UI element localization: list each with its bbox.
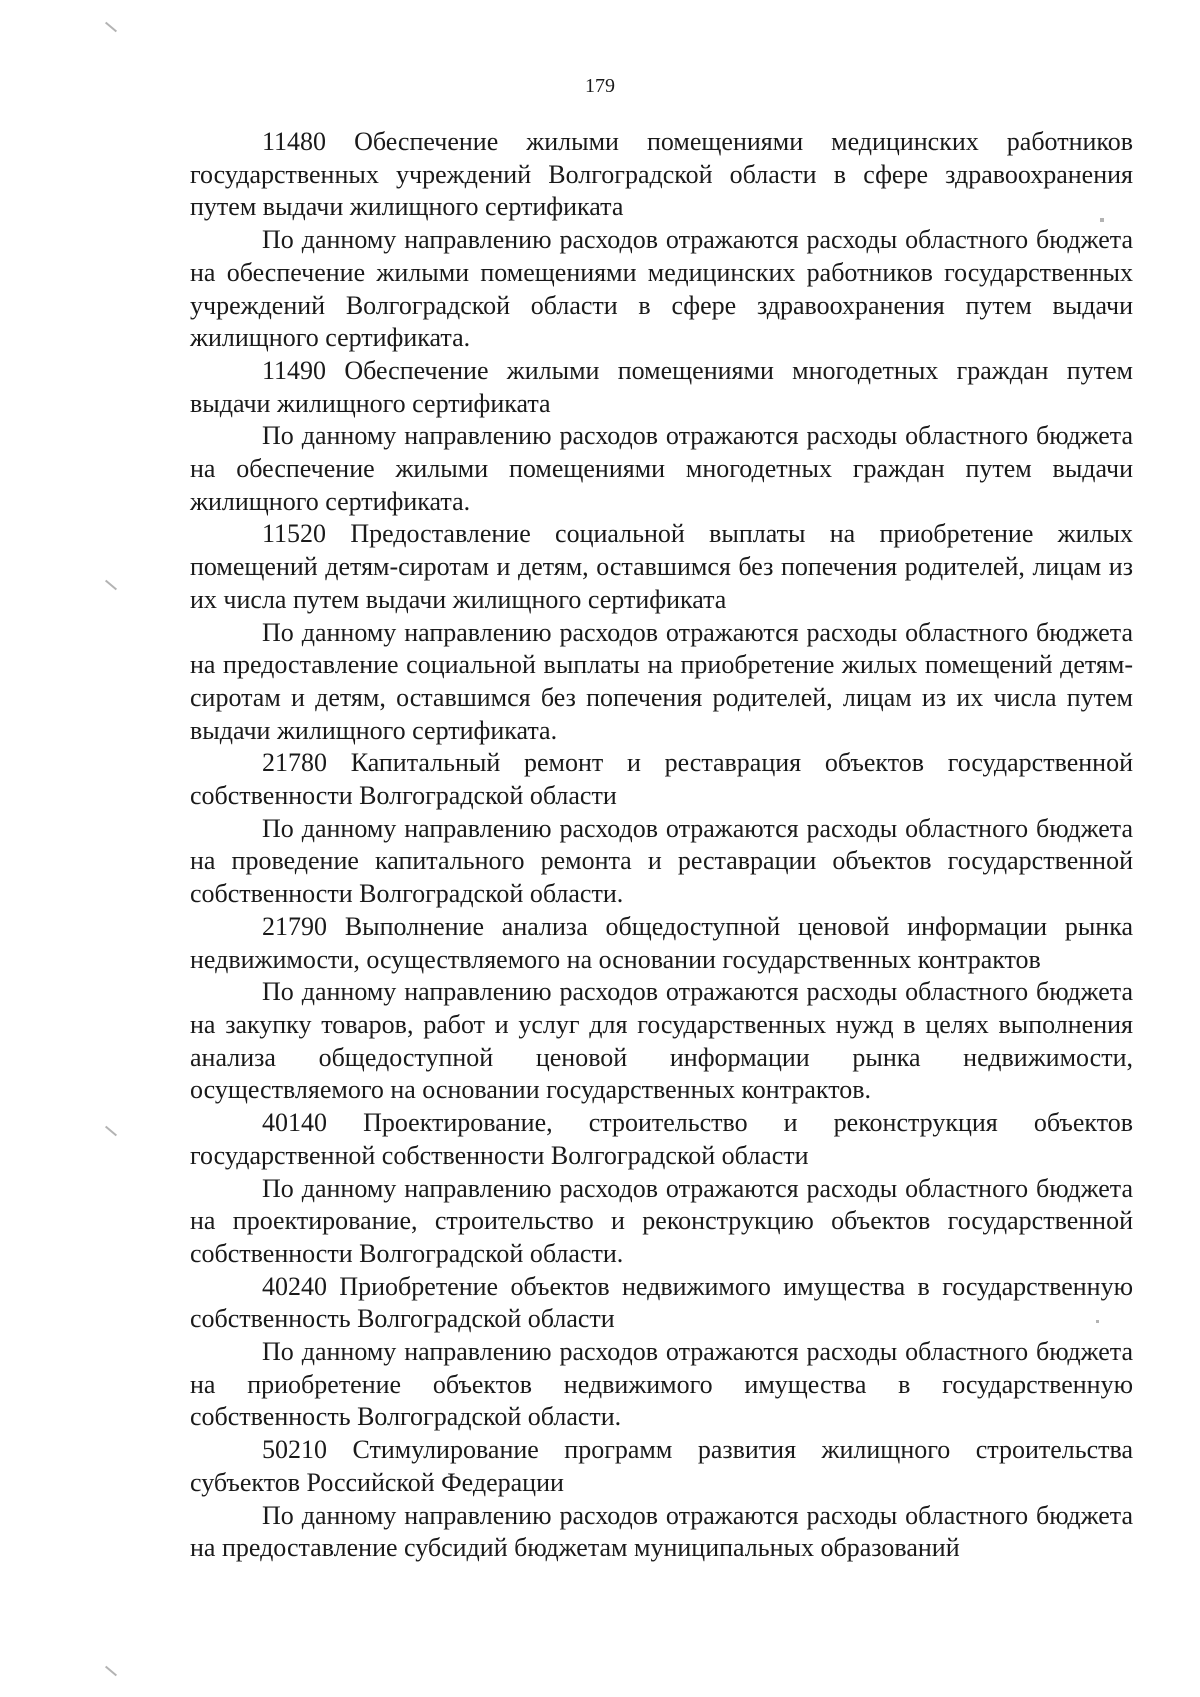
scan-artifact [1100,218,1104,222]
section-heading-11490: 11490 Обеспечение жилыми помещениями многодетных граждан путем выдачи жилищного сертификата [190,355,1133,418]
section-description-11520: По данному направлению расходов отражаются расходы областного бюджета на предоставление социальной выплаты на приобретение жилых помещений детям-сиротам и детям, оставшимся без попечения родителей, лицам из их числа путем выдачи жилищного сертификата. [190,617,1133,745]
scan-artifact [105,1666,117,1677]
section-description-50210: По данному направлению расходов отражаются расходы областного бюджета на предоставление субсидий бюджетам муниципальных образований [190,1500,1133,1563]
section-heading-11520: 11520 Предоставление социальной выплаты на приобретение жилых помещений детям-сиротам и детям, оставшимся без попечения родителей, лицам из их числа путем выдачи жилищного сертификата [190,519,1133,614]
section-heading-21790: 21790 Выполнение анализа общедоступной ценовой информации рынка недвижимости, осуществляемого на основании государственных контрактов [190,911,1133,974]
section-heading-11480: 11480 Обеспечение жилыми помещениями медицинских работников государственных учреждений Волгоградской области в сфере здравоохранения путем выдачи жилищного сертификата [190,127,1133,222]
section-description-40140: По данному направлению расходов отражаются расходы областного бюджета на проектирование, строительство и реконструкцию объектов государственной собственности Волгоградской области. [190,1173,1133,1268]
scan-artifact [1096,1320,1099,1323]
section-description-11490: По данному направлению расходов отражаются расходы областного бюджета на обеспечение жилыми помещениями многодетных граждан путем выдачи жилищного сертификата. [190,421,1133,516]
section-description-21780: По данному направлению расходов отражаются расходы областного бюджета на проведение капитального ремонта и реставрации объектов государственной собственности Волгоградской области. [190,813,1133,909]
page-number: 179 [585,75,615,97]
section-heading-40140: 40140 Проектирование, строительство и реконструкция объектов государственной собственности Волгоградской области [190,1108,1133,1170]
scan-artifact [105,1126,117,1137]
section-description-21790: По данному направлению расходов отражаются расходы областного бюджета на закупку товаров, работ и услуг для государственных нужд в целях выполнения анализа общедоступной ценовой информации рынка недвижимости, осуществляемого на основании государственных контрактов. [190,977,1133,1105]
section-heading-21780: 21780 Капитальный ремонт и реставрация объектов государственной собственности Волгоградской области [190,748,1133,811]
section-heading-50210: 50210 Стимулирование программ развития жилищного строительства субъектов Российской Федерации [190,1435,1133,1497]
scan-artifact [105,580,117,591]
section-description-11480: По данному направлению расходов отражаются расходы областного бюджета на обеспечение жилыми помещениями медицинских работников государственных учреждений Волгоградской области в сфере здравоохранения путем выдачи жилищного сертификата. [190,225,1133,353]
section-heading-40240: 40240 Приобретение объектов недвижимого имущества в государственную собственность Волгоградской области [190,1271,1133,1334]
document-body [190,126,1133,1565]
scan-artifact [105,22,117,33]
section-description-40240: По данному направлению расходов отражаются расходы областного бюджета на приобретение объектов недвижимого имущества в государственную собственность Волгоградской области. [190,1337,1133,1432]
